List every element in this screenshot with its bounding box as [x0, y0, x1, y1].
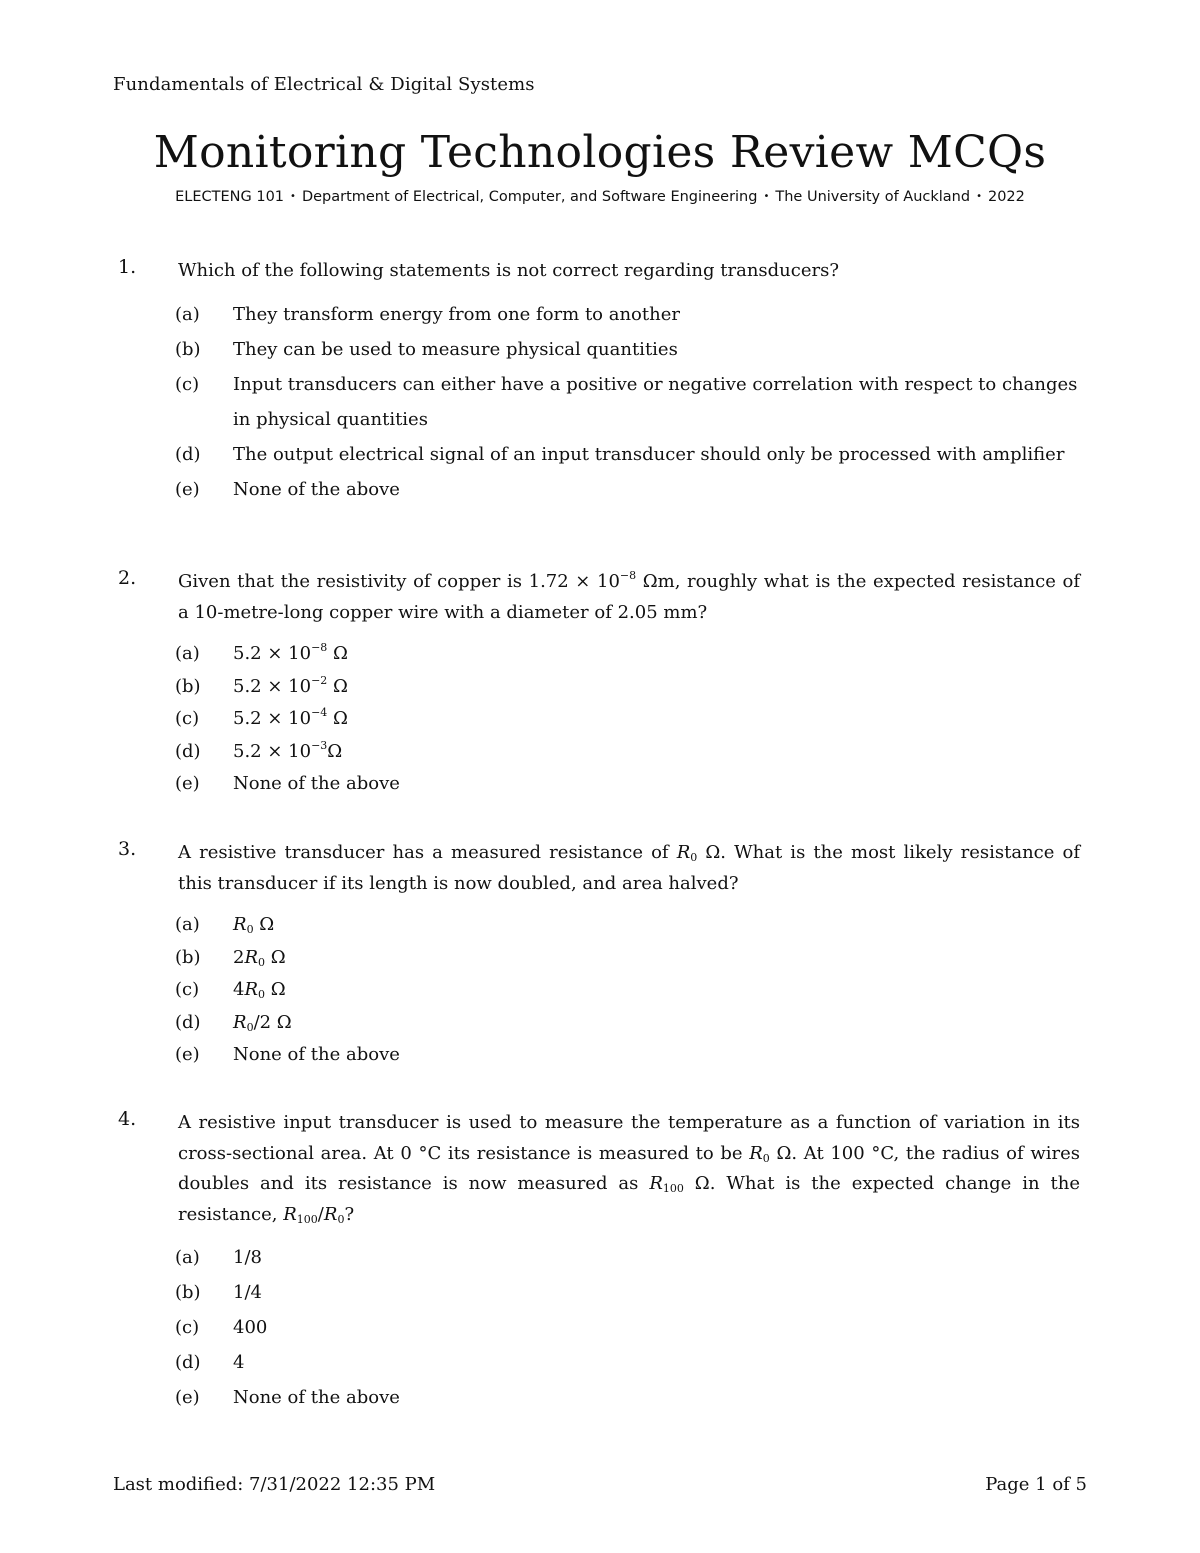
option-b [175, 1275, 1080, 1310]
option-suffix: /2 Ω [253, 1011, 292, 1033]
option-label: (b) [175, 675, 201, 697]
department: Department of Electrical, Computer, and Software Engineering [301, 189, 758, 205]
option-c [175, 974, 1080, 1007]
option-text [233, 703, 1080, 736]
variable-r: R [244, 946, 259, 968]
variable-r: R [676, 842, 691, 863]
option-label: (e) [175, 773, 200, 794]
option-a [175, 297, 1080, 332]
option-label: (d) [175, 1011, 201, 1033]
variable-r: R [283, 1203, 297, 1225]
option-prefix: 2 [233, 946, 245, 968]
subscript: 0 [258, 955, 266, 969]
question-text-part: Ω. What is the most likely resistance of this transducer if its length is now doubled, and area halved? [178, 842, 1081, 894]
option-suffix: Ω [265, 946, 286, 968]
subscript: 0 [762, 1151, 770, 1165]
option-text [233, 736, 1080, 769]
page-title: Monitoring Technologies Review MCQs [153, 127, 1047, 178]
option-text: None of the above [233, 1044, 400, 1065]
exponent: −3 [311, 738, 328, 752]
variable-r: R [244, 979, 259, 1000]
subscript: 0 [246, 923, 254, 936]
option-label: (b) [175, 1282, 201, 1303]
option-suffix: Ω [253, 914, 275, 935]
option-a [175, 1240, 1080, 1275]
option-e [175, 472, 1080, 507]
option-d [175, 1345, 1080, 1380]
subscript: 100 [296, 1212, 318, 1226]
option-c [175, 367, 1080, 437]
question-2 [118, 567, 1080, 801]
subscript: 100 [662, 1182, 684, 1195]
option-text: None of the above [233, 1387, 400, 1408]
option-list [175, 297, 1080, 507]
option-label: (e) [175, 478, 200, 500]
option-d [175, 736, 1080, 769]
option-b [175, 942, 1080, 975]
option-label: (d) [175, 740, 201, 762]
option-unit: Ω [327, 708, 348, 729]
option-label: (c) [175, 708, 200, 729]
question-text [178, 567, 1080, 628]
option-label: (a) [175, 643, 200, 664]
option-unit: Ω [327, 740, 343, 762]
option-b [175, 671, 1080, 704]
option-label: (a) [175, 303, 200, 325]
option-e [175, 1380, 1080, 1415]
question-text-part: A resistive transducer has a measured resistance of [178, 842, 677, 863]
separator-bullet: • [290, 191, 296, 202]
option-label: (a) [175, 1247, 200, 1268]
option-base: 5.2 × 10 [233, 675, 312, 697]
question-text-part: Ω. What is the expected change in the resistance, [178, 1173, 1080, 1225]
subtitle [0, 189, 1200, 205]
option-list [175, 638, 1080, 801]
question-number: 2. [118, 567, 137, 589]
option-label: (a) [175, 914, 200, 935]
option-label: (c) [175, 979, 200, 1000]
question-text-part: Ωm, roughly what is the expected resistance of a 10-metre-long copper wire with a diameter of 2.05 mm? [178, 571, 1080, 623]
subscript: 0 [258, 988, 266, 1001]
option-text [233, 974, 1080, 1007]
exponent: −4 [311, 706, 328, 719]
subscript: 0 [690, 851, 698, 864]
variable-r: R [233, 914, 247, 935]
university: The University of Auckland [775, 189, 971, 205]
option-a [175, 638, 1080, 671]
variable-r: R [749, 1142, 763, 1164]
option-label: (d) [175, 443, 201, 465]
last-modified: Last modified: 7/31/2022 12:35 PM [113, 1474, 436, 1495]
option-base: 5.2 × 10 [233, 740, 312, 762]
separator-bullet: • [763, 191, 770, 202]
course-code: ELECTENG 101 [175, 189, 285, 205]
question-text-part: Given that the resistivity of copper is 1.72 × 10 [178, 571, 620, 592]
option-prefix: 4 [233, 979, 245, 1000]
option-base: 5.2 × 10 [233, 643, 312, 664]
exponent: −8 [619, 569, 637, 582]
option-list [175, 1240, 1080, 1415]
question-text-part: A resistive input transducer is used to measure the temperature as a function of variation in its cross-sectional area. At 0 °C its resistance is measured to be [178, 1112, 1080, 1164]
variable-r: R [649, 1173, 663, 1194]
exponent: −8 [311, 641, 328, 654]
option-text: 4 [233, 1352, 245, 1373]
option-text: The output electrical signal of an input transducer should only be processed with amplifier [233, 443, 1065, 465]
option-label: (c) [175, 373, 200, 395]
option-text: 1/8 [233, 1247, 262, 1268]
option-e [175, 768, 1080, 801]
option-c [175, 1310, 1080, 1345]
separator-bullet: • [976, 191, 982, 202]
option-base: 5.2 × 10 [233, 708, 312, 729]
question-1 [118, 256, 1080, 507]
option-label: (b) [175, 338, 201, 360]
option-d [175, 437, 1080, 472]
option-label: (e) [175, 1387, 200, 1408]
option-label: (e) [175, 1044, 200, 1065]
option-suffix: Ω [265, 979, 286, 1000]
question-number: 1. [118, 256, 137, 278]
option-unit: Ω [327, 643, 348, 664]
option-b [175, 332, 1080, 367]
option-label: (d) [175, 1352, 201, 1373]
option-label: (c) [175, 1317, 200, 1338]
page-number: Page 1 of 5 [985, 1474, 1087, 1495]
question-4 [118, 1108, 1080, 1415]
option-text: None of the above [233, 773, 400, 794]
question-number: 3. [118, 838, 137, 860]
variable-r: R [233, 1011, 247, 1033]
option-list [175, 909, 1080, 1072]
year: 2022 [987, 189, 1025, 205]
option-text: 400 [233, 1317, 268, 1338]
question-text-part: / [317, 1203, 324, 1225]
question-number: 4. [118, 1108, 137, 1130]
option-text: They transform energy from one form to another [233, 303, 680, 325]
option-text [233, 638, 1080, 671]
question-text [178, 838, 1080, 899]
option-a [175, 909, 1080, 942]
question-text-part: Ω. At 100 °C, the radius of wires doubles and its resistance is now measured as [178, 1142, 1080, 1194]
option-text [233, 671, 1080, 704]
question-text [178, 1108, 1080, 1230]
option-d [175, 1007, 1080, 1040]
running-head: Fundamentals of Electrical & Digital Systems [113, 74, 535, 95]
option-c [175, 703, 1080, 736]
option-label: (b) [175, 946, 201, 968]
option-text: None of the above [233, 478, 400, 500]
subscript: 0 [246, 1020, 254, 1034]
exponent: −2 [311, 673, 328, 687]
option-text: They can be used to measure physical quantities [233, 338, 678, 360]
question-3 [118, 838, 1080, 1072]
option-text: 1/4 [233, 1282, 262, 1303]
option-text [233, 1007, 1080, 1040]
option-unit: Ω [327, 675, 348, 697]
question-text: Which of the following statements is not correct regarding transducers? [178, 260, 839, 281]
option-e [175, 1039, 1080, 1072]
option-text [233, 909, 1080, 942]
question-text-part: ? [344, 1203, 355, 1225]
variable-r: R [323, 1203, 338, 1225]
subscript: 0 [337, 1212, 345, 1226]
option-text [233, 942, 1080, 975]
option-text: Input transducers can either have a positive or negative correlation with respect to changes in physical quantities [233, 373, 1078, 430]
